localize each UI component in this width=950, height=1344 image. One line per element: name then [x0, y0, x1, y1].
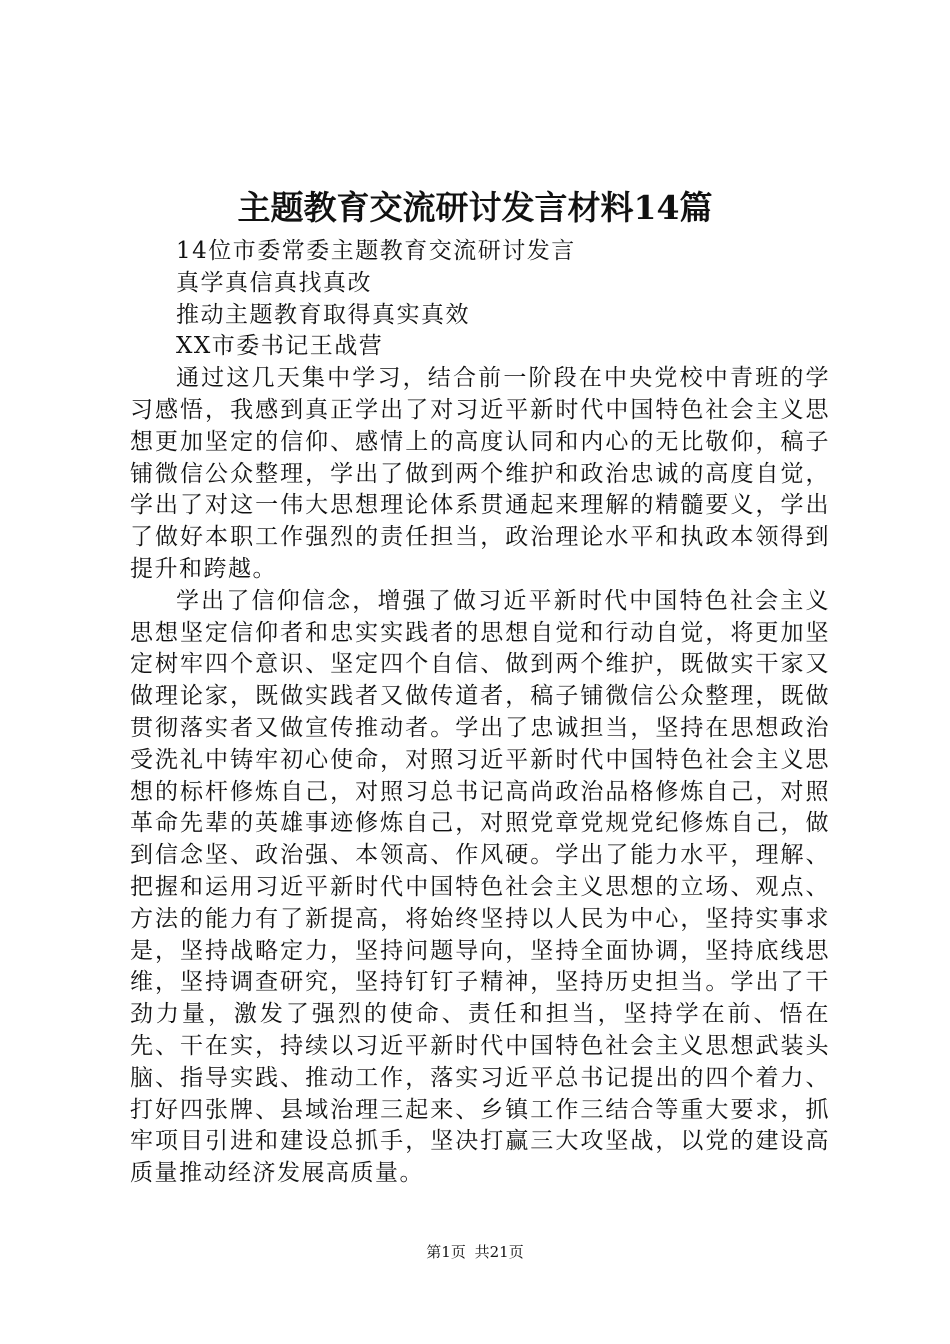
body-paragraph: 通过这几天集中学习，结合前一阶段在中央党校中青班的学习感悟，我感到真正学出了对习近平新时代中国特色社会主义思想更加坚定的信仰、感情上的高度认同和内心的无比敬仰，稿子铺微信公众整理，学出了做到两个维护和政治忠诚的高度自觉，学出了对这一伟大思想理论体系贯通起来理解的精髓要义，学出了做好本职工作强烈的责任担当，政治理论水平和执政本领得到提升和跨越。	[130, 365, 830, 582]
body-paragraph: 学出了信仰信念，增强了做习近平新时代中国特色社会主义思想坚定信仰者和忠实实践者的思想自觉和行动自觉，将更加坚定树牢四个意识、坚定四个自信、做到两个维护，既做实干家又做理论家，既做实践者又做传道者，稿子铺微信公众整理，既做贯彻落实者又做宣传推动者。学出了忠诚担当，坚持在思想政治受洗礼中铸牢初心使命，对照习近平新时代中国特色社会主义思想的标杆修炼自己，对照习总书记高尚政治品格修炼自己，对照革命先辈的英雄事迹修炼自己，对照党章党规党纪修炼自己，做到信念坚、政治强、本领高、作风硬。学出了能力水平，理解、把握和运用习近平新时代中国特色社会主义思想的立场、观点、方法的能力有了新提高，将始终坚持以人民为中心，坚持实事求是，坚持战略定力，坚持问题导向，坚持全面协调，坚持底线思维，坚持调查研究，坚持钉钉子精神，坚持历史担当。学出了干劲力量，激发了强烈的使命、责任和担当，坚持学在前、悟在先、干在实，持续以习近平新时代中国特色社会主义思想武装头脑、指导实践、推动工作，落实习近平总书记提出的四个着力、打好四张牌、县域治理三起来、乡镇工作三结合等重大要求，抓牢项目引进和建设总抓手，坚决打赢三大攻坚战，以党的建设高质量推动经济发展高质量。	[130, 587, 830, 1187]
document-body	[130, 236, 830, 1190]
subtitle-line: 14位市委常委主题教育交流研讨发言	[176, 238, 576, 264]
page-footer	[0, 1240, 950, 1264]
page-total: 共21页	[474, 1243, 524, 1261]
document-title: 主题教育交流研讨发言材料14篇	[237, 188, 713, 227]
author-line: XX市委书记王战营	[176, 333, 384, 360]
subtitle-line: 推动主题教育取得真实真效	[176, 301, 470, 328]
page-number: 第1页	[426, 1243, 466, 1261]
subtitle-line: 真学真信真找真改	[176, 269, 372, 296]
